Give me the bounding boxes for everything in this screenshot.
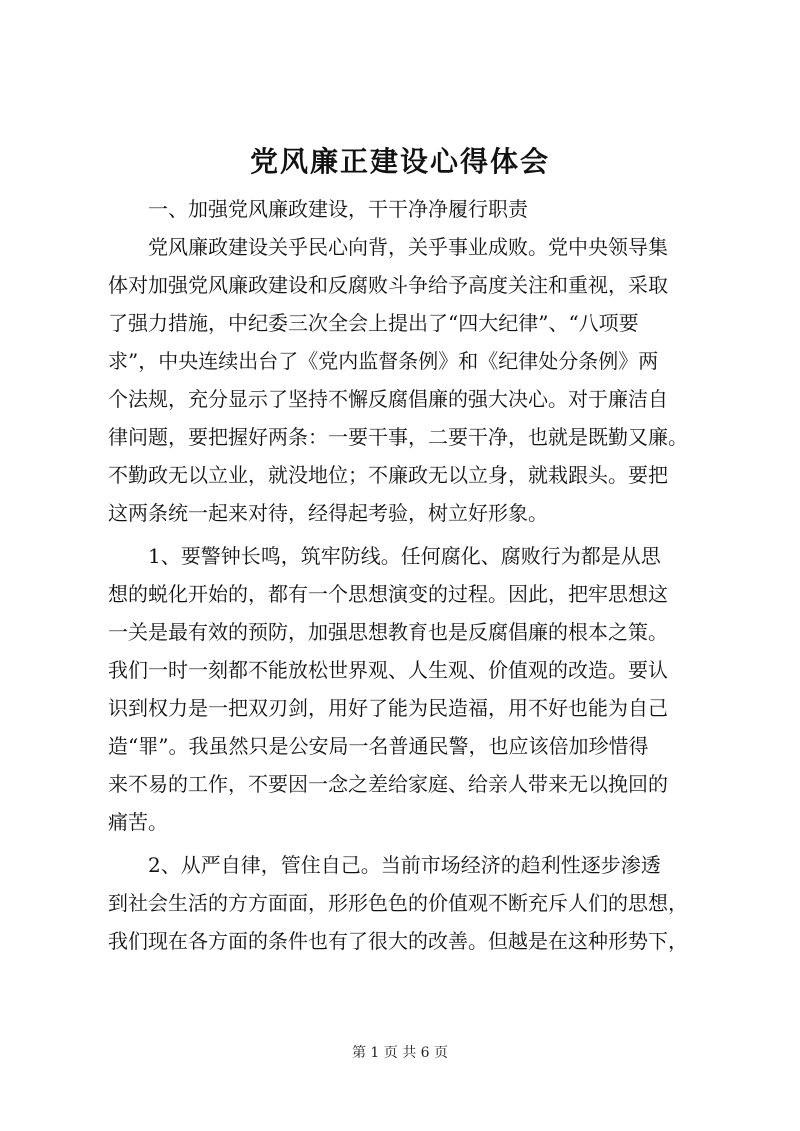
paragraph-line: 想的蜕化开始的，都有一个思想演变的过程。因此，把牢思想这 bbox=[108, 582, 668, 606]
paragraph bbox=[108, 228, 708, 532]
paragraph-line: 求”，中央连续出台了《党内监督条例》和《纪律处分条例》两 bbox=[108, 349, 659, 373]
paragraph-line: 体对加强党风廉政建设和反腐败斗争给予高度关注和重视，采取 bbox=[108, 273, 668, 297]
page-number-footer: 第 1 页 共 6 页 bbox=[351, 1045, 449, 1061]
paragraph-line: 来不易的工作，不要因一念之差给家庭、给亲人带来无以挽回的 bbox=[108, 772, 668, 796]
paragraph-line: 痛苦。 bbox=[108, 810, 168, 834]
paragraph-line: 了强力措施，中纪委三次全会上提出了“四大纪律”、“八项要 bbox=[108, 311, 639, 335]
paragraph bbox=[108, 537, 708, 841]
paragraph-line: 不勤政无以立业，就没地位；不廉政无以立身，就栽跟头。要把 bbox=[108, 463, 668, 487]
paragraph-line: 律问题，要把握好两条：一要干事，二要干净，也就是既勤又廉。 bbox=[108, 425, 688, 449]
paragraph-line: 造“罪”。我虽然只是公安局一名普通民警，也应该倍加珍惜得 bbox=[108, 734, 649, 758]
paragraph-line: 一关是最有效的预防，加强思想教育也是反腐倡廉的根本之策。 bbox=[108, 620, 668, 644]
paragraph-line: 我们现在各方面的条件也有了很大的改善。但越是在这种形势下， bbox=[108, 929, 688, 953]
document-body bbox=[108, 190, 708, 960]
paragraph-line: 识到权力是一把双刃剑，用好了能为民造福，用不好也能为自己 bbox=[108, 696, 668, 720]
paragraph-line: 到社会生活的方方面面，形形色色的价值观不断充斥人们的思想， bbox=[108, 891, 688, 915]
paragraph-line: 我们一时一刻都不能放松世界观、人生观、价值观的改造。要认 bbox=[108, 658, 668, 682]
paragraph-line: 这两条统一起来对待，经得起考验，树立好形象。 bbox=[108, 501, 548, 525]
paragraph-line: 2、从严自律，管住自己。当前市场经济的趋利性逐步渗透 bbox=[148, 853, 661, 877]
paragraph-line: 个法规，充分显示了坚持不懈反腐倡廉的强大决心。对于廉洁自 bbox=[108, 387, 668, 411]
document-title: 党风廉正建设心得体会 bbox=[249, 145, 550, 178]
paragraph bbox=[108, 846, 708, 960]
paragraph-line: 党风廉政建设关乎民心向背，关乎事业成败。党中央领导集 bbox=[148, 235, 668, 259]
paragraph-line: 1、要警钟长鸣，筑牢防线。任何腐化、腐败行为都是从思 bbox=[148, 544, 661, 568]
section-heading: 一、加强党风廉政建设，干干净净履行职责 bbox=[148, 197, 528, 221]
